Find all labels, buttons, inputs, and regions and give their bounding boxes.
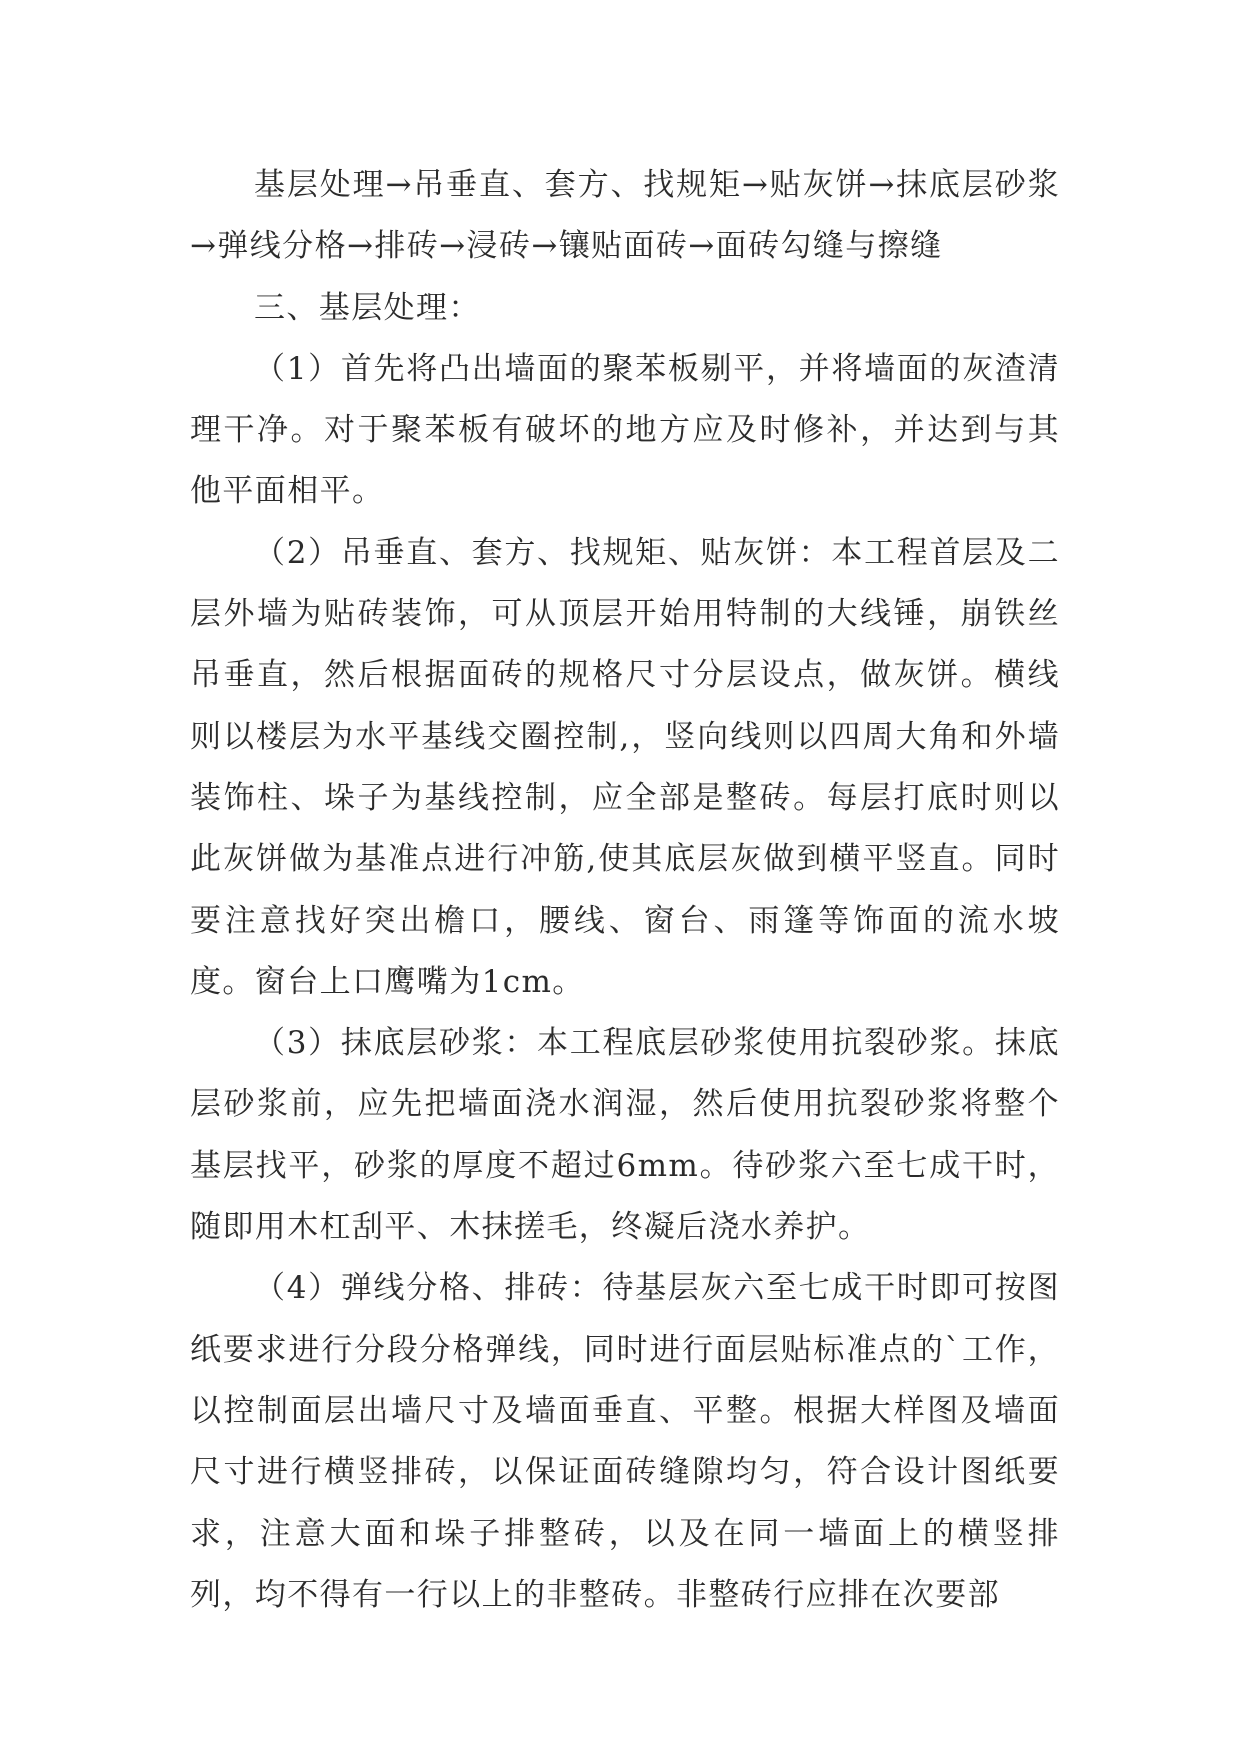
section-heading: 三、基层处理： (254, 289, 481, 326)
paragraph-4: （4）弹线分格、排砖：待基层灰六至七成干时即可按图纸要求进行分段分格弹线，同时进行面层贴标准点的`工作，以控制面层出墙尺寸及墙面垂直、平整。根据大样图及墙面尺寸进行横竖排砖，以保证面砖缝隙均匀，符合设计图纸要求，注意大面和垛子排整砖，以及在同一墙面上的横竖排列，均不得有一行以上的非整砖。非整砖行应排在次要部 (190, 1270, 1060, 1613)
paragraph-2: （2）吊垂直、套方、找规矩、贴灰饼：本工程首层及二层外墙为贴砖装饰，可从顶层开始用特制的大线锤，崩铁丝吊垂直，然后根据面砖的规格尺寸分层设点，做灰饼。横线则以楼层为水平基线交圈控制,，竖向线则以四周大角和外墙装饰柱、垛子为基线控制，应全部是整砖。每层打底时则以此灰饼做为基准点进行冲筋,使其底层灰做到横平竖直。同时要注意找好突出檐口，腰线、窗台、雨篷等饰面的流水坡度。窗台上口鹰嘴为1cm。 (190, 534, 1060, 1000)
paragraph-1: （1）首先将凸出墙面的聚苯板剔平，并将墙面的灰渣清理干净。对于聚苯板有破坏的地方应及时修补，并达到与其他平面相平。 (190, 350, 1060, 510)
process-flow-paragraph: 基层处理→吊垂直、套方、找规矩→贴灰饼→抹底层砂浆→弹线分格→排砖→浸砖→镶贴面砖→面砖勾缝与擦缝 (190, 167, 1060, 265)
paragraph-3: （3）抹底层砂浆：本工程底层砂浆使用抗裂砂浆。抹底层砂浆前，应先把墙面浇水润湿，然后使用抗裂砂浆将整个基层找平，砂浆的厚度不超过6mm。待砂浆六至七成干时，随即用木杠刮平、木抹搓毛，终凝后浇水养护。 (190, 1025, 1060, 1246)
document-body (190, 155, 1060, 1626)
